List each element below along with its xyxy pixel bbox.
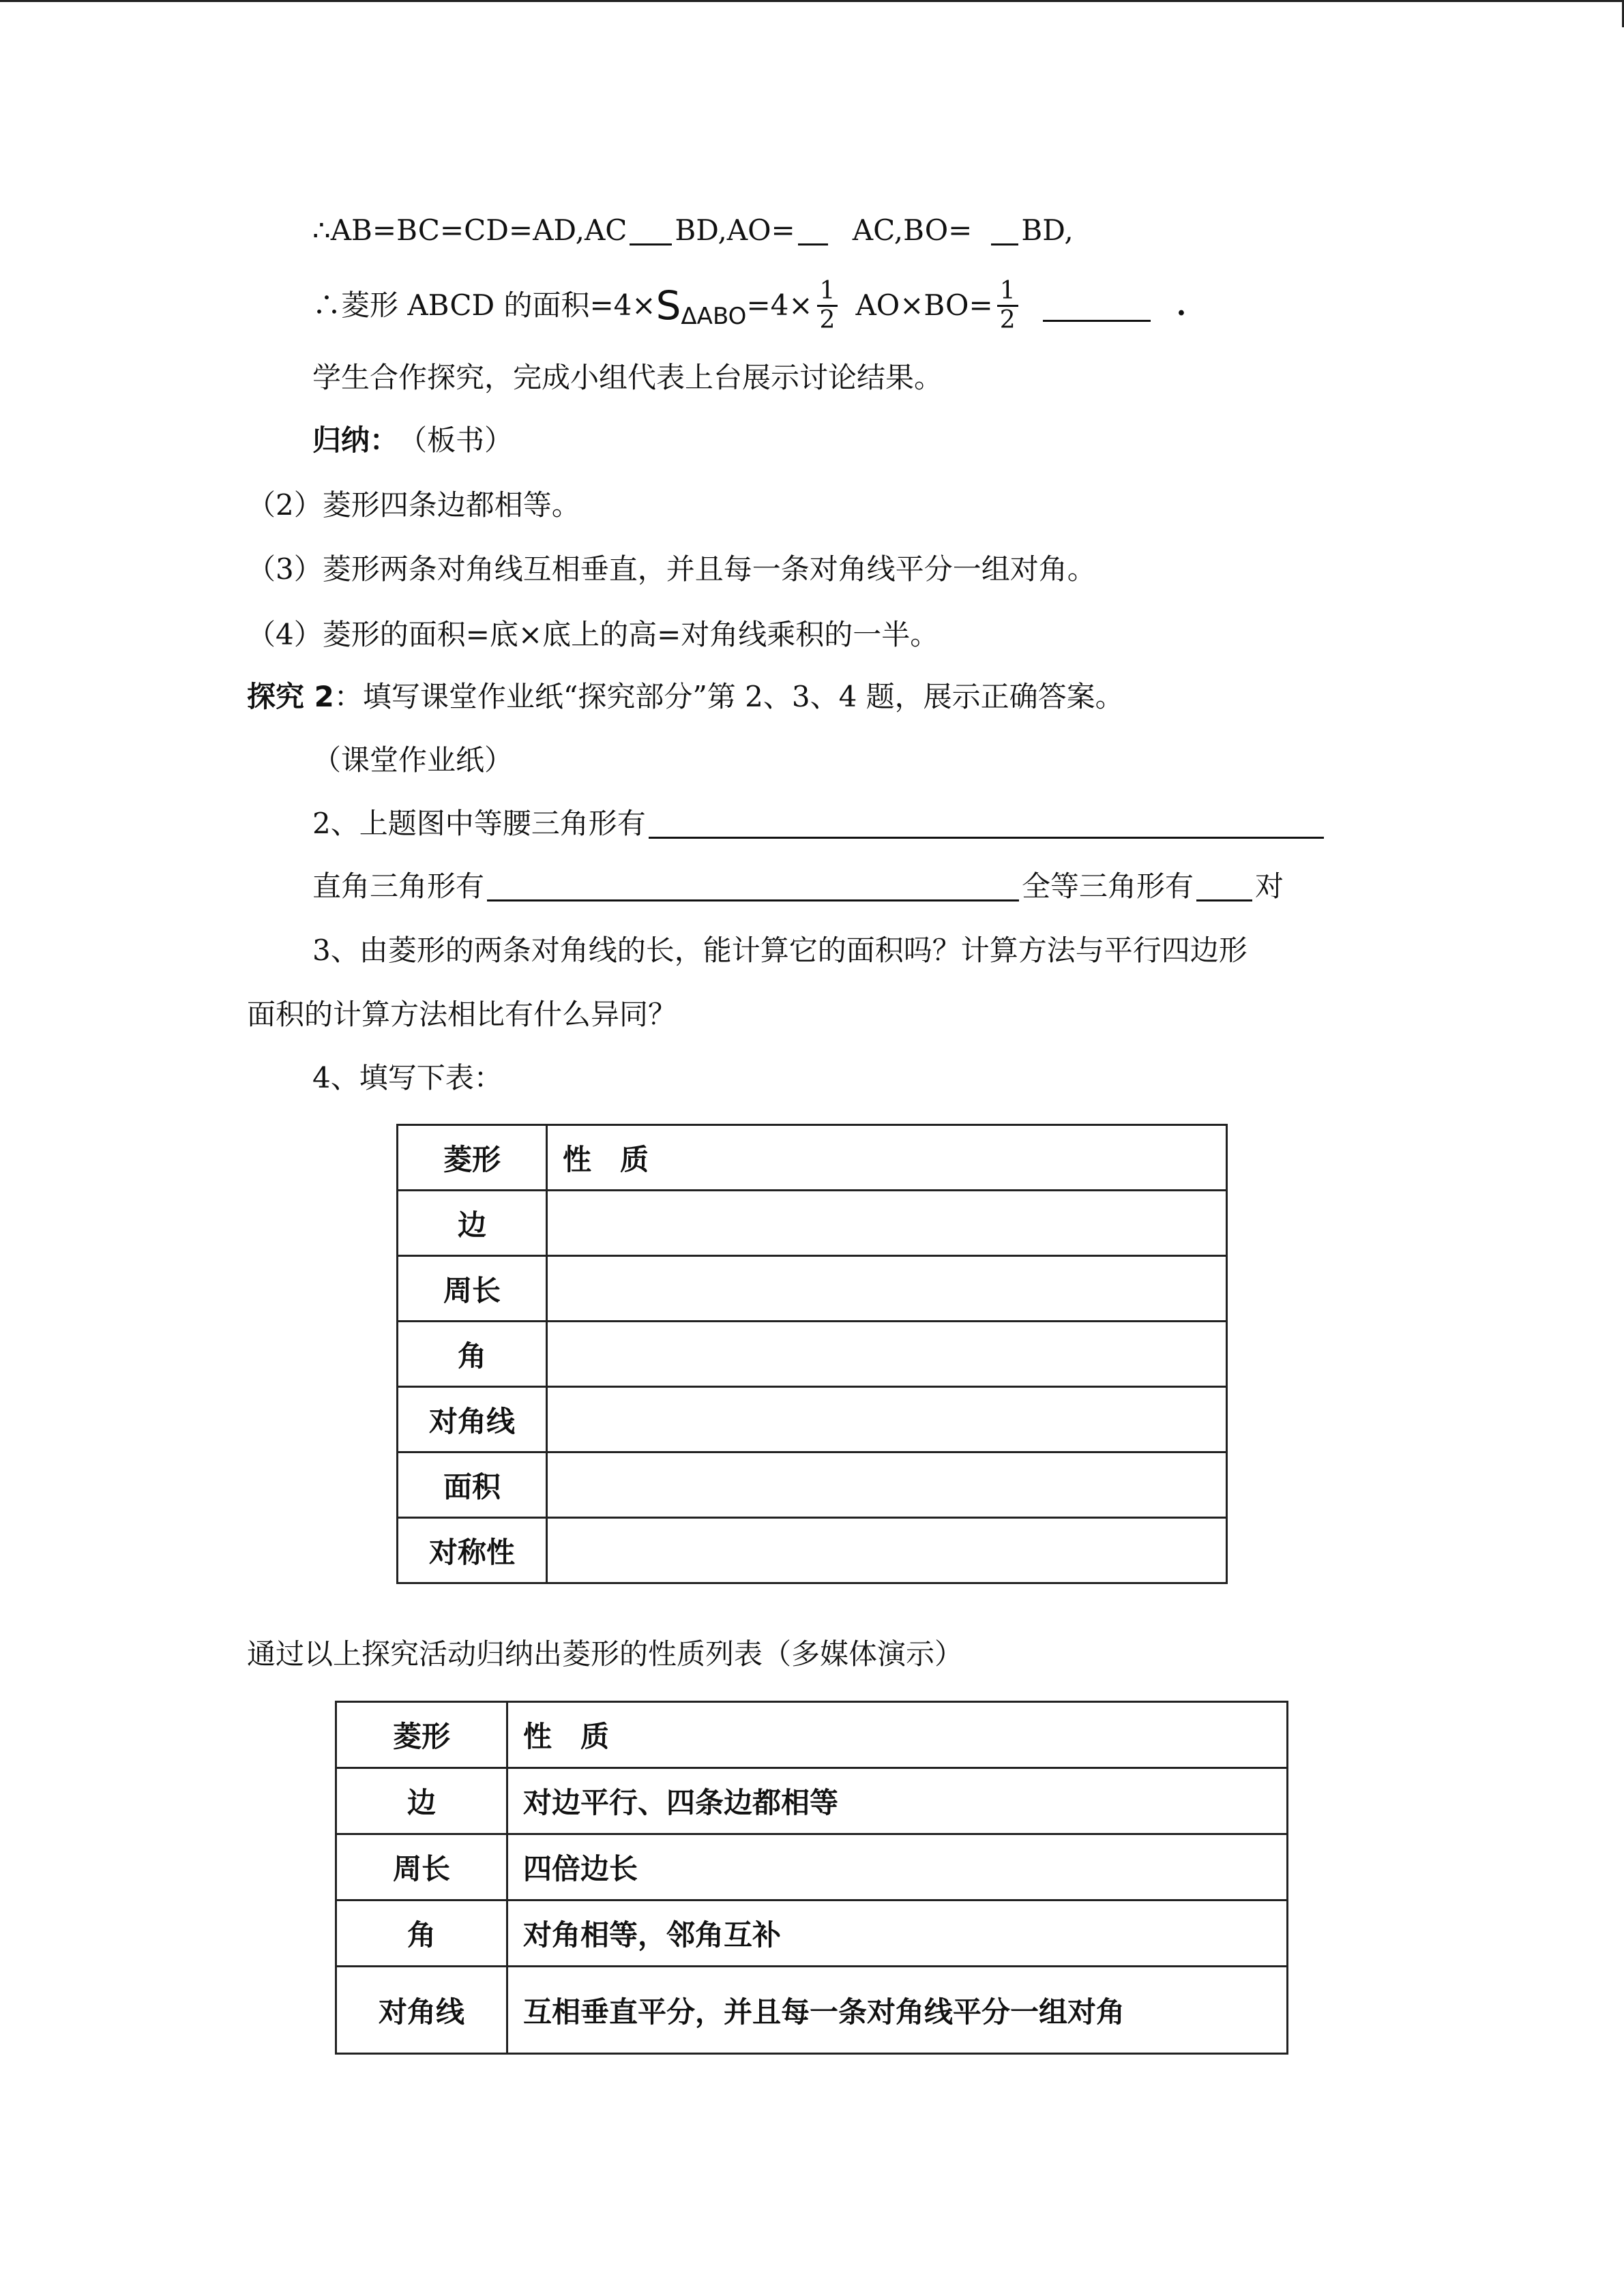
row-label-side: 边 [398, 1191, 547, 1256]
explore-2-line [247, 678, 1124, 716]
answer-cell-symmetry[interactable] [547, 1518, 1227, 1583]
header-rhombus: 菱形 [336, 1702, 507, 1768]
row-label-area: 面积 [398, 1452, 547, 1518]
fraction-denominator: 2 [999, 305, 1016, 334]
fraction-numerator: 1 [997, 278, 1018, 307]
answer-cell-angle[interactable] [547, 1322, 1227, 1387]
fraction-numerator: 1 [817, 278, 838, 307]
header-properties: 性 质 [547, 1125, 1227, 1191]
row-label-diagonal: 对角线 [398, 1387, 547, 1452]
row-label-angle: 角 [398, 1322, 547, 1387]
table-row [336, 1900, 1288, 1967]
property-side: 对边平行、四条边都相等 [507, 1768, 1288, 1834]
table-row [398, 1322, 1227, 1387]
table-row [398, 1518, 1227, 1583]
triangle-subscript: ΔABO [681, 303, 747, 330]
summary-text: （板书） [398, 423, 514, 457]
answer-cell-diagonal[interactable] [547, 1387, 1227, 1452]
line2-prefix: ∴菱形 ABCD 的面积=4× [312, 288, 656, 322]
area-symbol-s: S [655, 282, 681, 329]
fraction-half-1 [817, 278, 838, 334]
row-label-perimeter: 周长 [398, 1256, 547, 1322]
table-row [336, 1967, 1288, 2054]
property-perimeter: 四倍边长 [507, 1834, 1288, 1900]
table-row [398, 1256, 1227, 1322]
line1-mid2: AC,BO= [852, 213, 973, 247]
explore-2-text: ：填写课堂作业纸“探究部分”第 2、3、4 题，展示正确答案。 [334, 680, 1124, 713]
line2-eq: =4× [746, 288, 813, 322]
congruent-text: 全等三角形有 [1022, 869, 1194, 903]
cooperate-text: 学生合作探究，完成小组代表上台展示讨论结果。 [312, 361, 943, 394]
rhombus-area-line [312, 267, 1186, 344]
right-triangle-text: 直角三角形有 [312, 869, 485, 903]
worksheet-label: （课堂作业纸） [312, 743, 514, 777]
row-label-symmetry: 对称性 [398, 1518, 547, 1583]
rhombus-sides-line [312, 211, 1074, 250]
table-header-row [398, 1125, 1227, 1191]
line1-mid1: BD,AO= [675, 213, 795, 247]
summary-label: 归纳： [312, 423, 399, 457]
blank-properties-table [396, 1124, 1228, 1584]
summary-multimedia-text: 通过以上探究活动归纳出菱形的性质列表（多媒体演示） [247, 1637, 964, 1671]
row-label-diagonal: 对角线 [336, 1967, 507, 2054]
header-rhombus: 菱形 [398, 1125, 547, 1191]
answer-cell-side[interactable] [547, 1191, 1227, 1256]
blank-right-triangles[interactable] [487, 872, 1019, 901]
filled-properties-table [335, 1701, 1288, 2055]
table-row [336, 1768, 1288, 1834]
row-label-angle: 角 [336, 1900, 507, 1967]
answer-cell-area[interactable] [547, 1452, 1227, 1518]
table-row [398, 1191, 1227, 1256]
table-row [336, 1834, 1288, 1900]
question-4-line: 4、填写下表： [312, 1061, 503, 1094]
property-diagonal: 互相垂直平分，并且每一条对角线平分一组对角 [507, 1967, 1288, 2054]
line1-prefix: ∴AB=BC=CD=AD,AC [312, 213, 628, 247]
fraction-half-2 [997, 278, 1018, 334]
answer-cell-perimeter[interactable] [547, 1256, 1227, 1322]
summary-line [312, 421, 513, 460]
blank-ac-bd[interactable] [630, 216, 672, 245]
blank-area[interactable] [1043, 290, 1151, 322]
question-2-text: 2、上题图中等腰三角形有 [312, 807, 646, 840]
fraction-denominator: 2 [819, 305, 836, 334]
question-2-line [312, 805, 1327, 843]
explore-2-label: 探究 2 [247, 680, 334, 713]
line1-end: BD, [1021, 213, 1074, 247]
line2-end: . [1176, 288, 1187, 322]
table-row [398, 1452, 1227, 1518]
question-3-line-2: 面积的计算方法相比有什么异同？ [247, 998, 677, 1031]
header-properties: 性 质 [507, 1702, 1288, 1768]
property-item-4: （4）菱形的面积=底×底上的高=对角线乘积的一半。 [247, 618, 939, 651]
row-label-side: 边 [336, 1768, 507, 1834]
row-label-perimeter: 周长 [336, 1834, 507, 1900]
blank-congruent-count[interactable] [1196, 872, 1252, 901]
blank-isosceles[interactable] [649, 809, 1324, 839]
property-item-2: （2）菱形四条边都相等。 [247, 488, 580, 522]
page-top-border [0, 0, 1624, 2]
congruent-unit: 对 [1255, 869, 1284, 903]
table-header-row [336, 1702, 1288, 1768]
property-item-3: （3）菱形两条对角线互相垂直，并且每一条对角线平分一组对角。 [247, 552, 1096, 586]
question-3-line-1: 3、由菱形的两条对角线的长，能计算它的面积吗？计算方法与平行四边形 [312, 934, 1247, 967]
property-angle: 对角相等，邻角互补 [507, 1900, 1288, 1967]
table-row [398, 1387, 1227, 1452]
blank-ao[interactable] [798, 216, 828, 245]
question-2-line-b [312, 867, 1284, 906]
line2-mid: AO×BO= [855, 288, 993, 322]
blank-bo[interactable] [991, 216, 1018, 245]
